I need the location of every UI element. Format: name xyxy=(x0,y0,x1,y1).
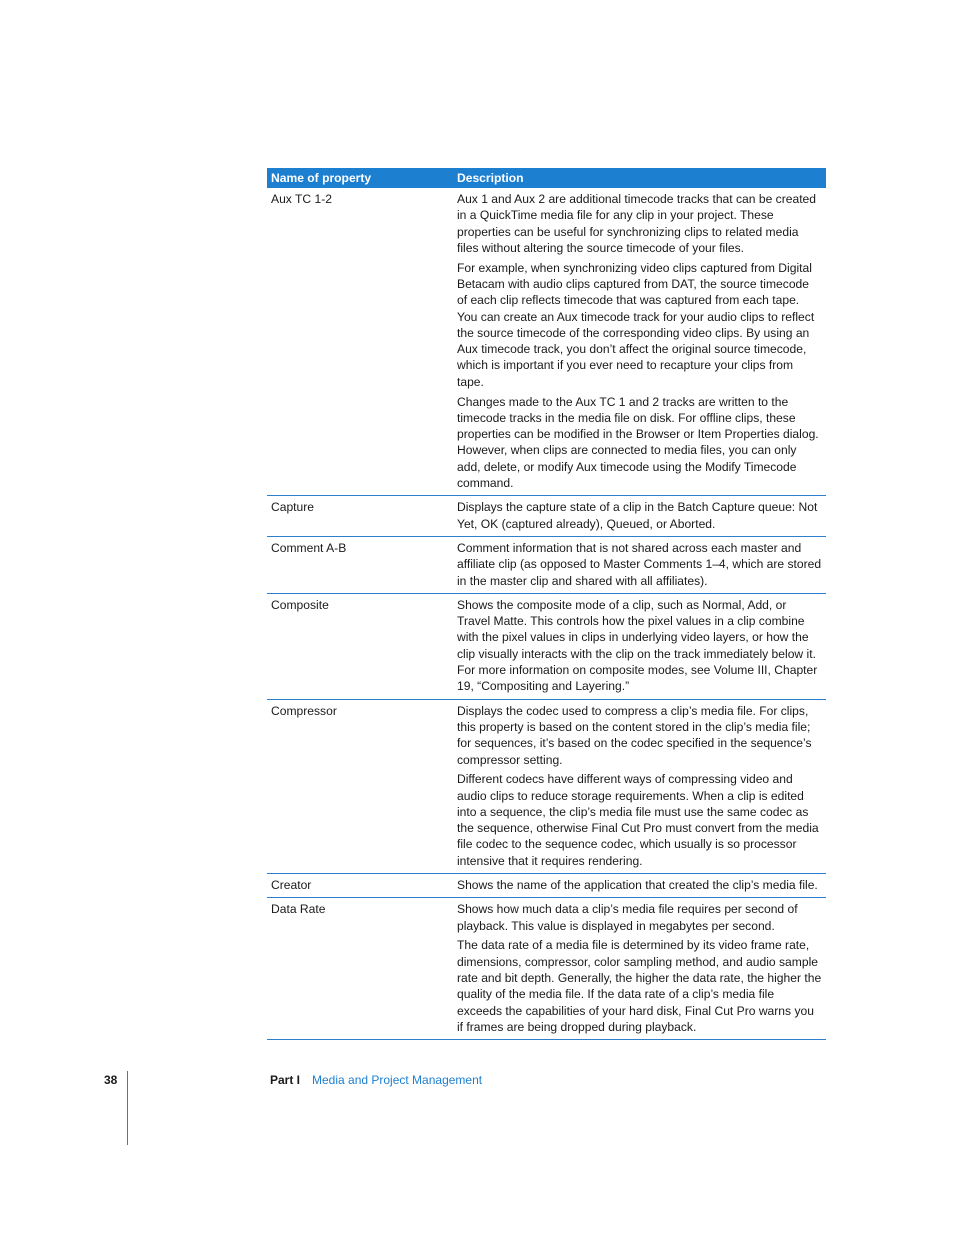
description-paragraph: Different codecs have different ways of compressing video and audio clips to reduce storage requirements. When a clip is edited into a sequence, the clip’s media file must use the same codec as the sequence, otherwise Final Cut Pro must convert from the media file codec to the sequence codec, which usually is so processor intensive that it requires rendering. xyxy=(457,772,819,868)
description-paragraph: For example, when synchronizing video clips captured from Digital Betacam with audio clips captured from DAT, the source timecode of each clip reflects timecode that was captured from each tape. You can create an Aux timecode track for your audio clips to reflect the source timecode of the corresponding video clips. By using an Aux timecode track, you don’t affect the original source timecode, which is important if you ever need to recapture your clips from tape. xyxy=(457,260,815,389)
description-paragraph: Comment information that is not shared across each master and affiliate clip (as opposed to Master Comments 1–4, which are stored in the master clip and shared with all affiliates). xyxy=(457,540,822,588)
description-paragraph: Aux 1 and Aux 2 are additional timecode tracks that can be created in a QuickTime media file for any clip in your project. These properties can be useful for synchronizing clips to related media files without altering the source timecode of your files. xyxy=(457,192,817,255)
description-paragraph: Displays the codec used to compress a clip’s media file. For clips, this property is based on the content stored in the clip’s media file; for sequences, it’s based on the codec specified in the sequence’s compressor setting. xyxy=(457,703,812,767)
property-name: Comment A-B xyxy=(267,536,453,593)
footer-divider xyxy=(127,1071,128,1145)
table-row xyxy=(267,874,826,898)
description-paragraph: Shows how much data a clip’s media file requires per second of playback. This value is displayed in megabytes per second. xyxy=(457,902,798,933)
property-description xyxy=(453,496,826,537)
description-paragraph: The data rate of a media file is determined by its video frame rate, dimensions, compressor, color sampling method, and audio sample rate and bit depth. Generally, the higher the data rate, the higher the quality of the media file. If the data rate of a clip’s media file exceeds the capabilities of your hard disk, Final Cut Pro warns you if frames are being dropped during playback. xyxy=(457,938,822,1034)
description-paragraph: Shows the name of the application that created the clip’s media file. xyxy=(457,878,818,893)
property-description xyxy=(453,188,826,496)
page-number: 38 xyxy=(104,1073,118,1087)
property-table xyxy=(267,168,826,1040)
description-paragraph: Displays the capture state of a clip in the Batch Capture queue: Not Yet, OK (captured already), Queued, or Aborted. xyxy=(457,500,818,531)
property-name: Aux TC 1-2 xyxy=(267,188,453,496)
property-description xyxy=(453,536,826,593)
table-row xyxy=(267,188,826,496)
property-name: Data Rate xyxy=(267,898,453,1040)
table-header-row xyxy=(267,168,826,188)
header-name-of-property: Name of property xyxy=(267,168,453,188)
description-paragraph: Shows the composite mode of a clip, such as Normal, Add, or Travel Matte. This controls how the pixel values in a clip combine with the pixel values in clips in underlying video layers, or how the clip visually interacts with the clip on the track immediately below it. For more information on composite modes, see Volume III, Chapter 19, “Compositing and Layering.” xyxy=(457,597,818,694)
table-row xyxy=(267,496,826,537)
property-description xyxy=(453,593,826,699)
description-paragraph: Changes made to the Aux TC 1 and 2 tracks are written to the timecode tracks in the media file on disk. For offline clips, these properties can be modified in the Browser or Item Properties dialog. However, when clips are connected to media files, you can only add, delete, or modify Aux timecode using the Modify Timecode command. xyxy=(457,394,819,491)
property-name: Creator xyxy=(267,874,453,898)
table-row xyxy=(267,898,826,1040)
property-description xyxy=(453,898,826,1040)
property-name: Composite xyxy=(267,593,453,699)
property-description xyxy=(453,874,826,898)
footer-part-title: Media and Project Management xyxy=(312,1073,483,1087)
property-description xyxy=(453,699,826,873)
header-description: Description xyxy=(453,168,826,188)
footer-part-label: Part I xyxy=(270,1073,301,1087)
table-row xyxy=(267,536,826,593)
property-name: Capture xyxy=(267,496,453,537)
table-row xyxy=(267,699,826,873)
table-row xyxy=(267,593,826,699)
property-name: Compressor xyxy=(267,699,453,873)
